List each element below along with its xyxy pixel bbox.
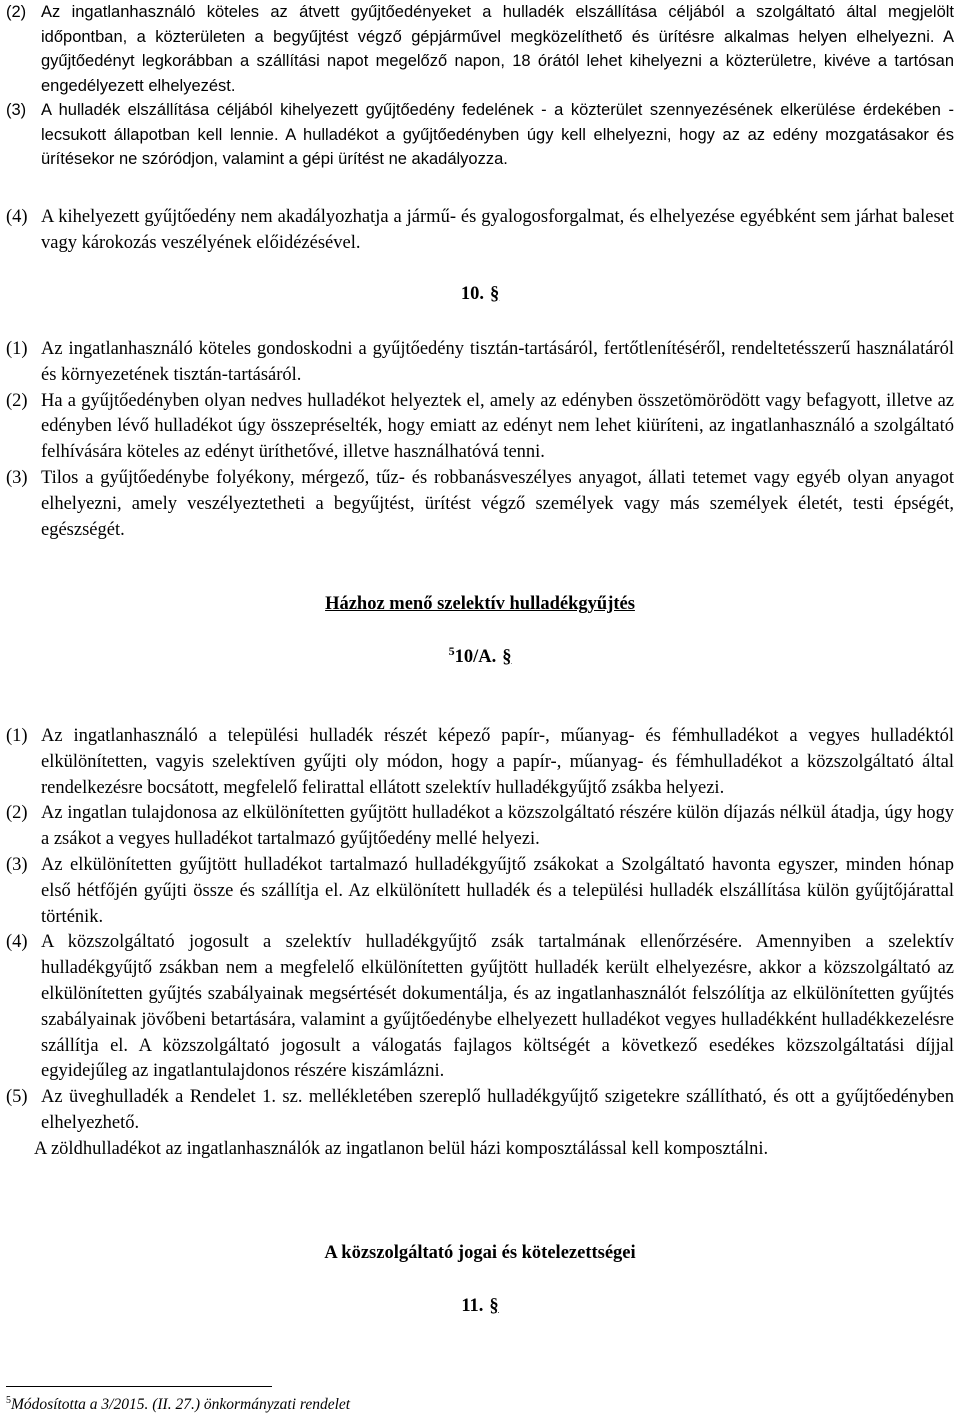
paragraph-text: Az elkülönítetten gyűjtött hulladékot tartalmazó hulladékgyűjtő zsákokat a Szolgáltató havonta egyszer, minden hónap első hétfőjén gyűjti össze és szállítja el. Az elkülönített hulladék és a települési hulladék elszállítása külön gyűjtőjárattal történik.: [41, 854, 954, 927]
paragraph: [6, 930, 954, 1085]
section-number: 10.: [460, 284, 484, 304]
paragraph-number: (4): [6, 932, 28, 953]
paragraph: [6, 466, 954, 543]
section-heading: Házhoz menő szelektív hulladékgyűjtés: [325, 594, 635, 614]
paragraph-number: (2): [6, 390, 28, 411]
paragraph: [6, 1085, 954, 1137]
paragraph-number: (3): [6, 854, 28, 875]
section-symbol: §: [502, 647, 512, 667]
paragraph-text: Az ingatlanhasználó köteles az átvett gyűjtőedényeket a hulladék elszállítása céljából a szolgáltató által megjelölt időpontban, a közterületen a begyűjtést végző gépjárművel megközelíthető és ürítésre alkalmas helyen elhelyezni. A gyűjtőedényt legkorábban a szállítási napot megelőző napon, 18 órától lehet kihelyezni a közterületre, kivéve a tartósan engedélyezett elhelyezést.: [41, 3, 954, 95]
paragraph: [6, 853, 954, 930]
section-10-title: [6, 284, 954, 305]
paragraph-number: (4): [6, 207, 28, 227]
paragraph: [6, 389, 954, 466]
paragraph-number: (5): [6, 1087, 28, 1108]
paragraph: [6, 724, 954, 801]
paragraph-text: Az ingatlanhasználó köteles gondoskodni a gyűjtőedény tisztán-tartásáról, fertőtlenítéséről, rendeltetésszerű használatáról és környezetének tisztán-tartásáról.: [41, 339, 954, 385]
paragraph: [6, 801, 954, 853]
section-10-body: [6, 337, 954, 543]
footnote-divider: [6, 1386, 272, 1387]
section-11-title: [6, 1296, 954, 1317]
section-10a-body: [6, 724, 954, 1163]
paragraph-number: (3): [6, 101, 27, 119]
section-number: 11.: [461, 1296, 484, 1316]
footnote-reference: 5: [448, 643, 455, 658]
paragraph: [6, 98, 954, 172]
paragraph-text: Tilos a gyűjtőedénybe folyékony, mérgező, tűz- és robbanásveszélyes anyagot, állati tetemet vagy egyéb olyan anyagot elhelyezni, amely veszélyeztetheti a begyűjtést, ürítést végző személyek vagy más személyek életét, testi épségét, egészségét.: [41, 467, 954, 540]
paragraph-number: (2): [6, 3, 27, 21]
paragraph-text: A hulladék elszállítása céljából kihelyezett gyűjtőedény fedelének - a közterület szennyezésének elkerülése érdekében - lecsukott állapotban kell lennie. A hulladékot a gyűjtőedényben úgy kell elhelyezni, hogy az az edény mozgatásakor és ürítésekor ne szóródjon, valamint a gépi ürítést ne akadályozza.: [41, 101, 954, 168]
paragraph-number: (2): [6, 803, 28, 824]
paragraph-text: Az ingatlanhasználó a települési hulladék részét képező papír-, műanyag- és fémhulladékot a vegyes hulladéktól elkülönítetten, vagyis szelektíven gyűjti oly módon, hogy a papír-, műanyag- és fémhulladékot a közszolgáltató által rendelkezésre bocsátott, megfelelő felirattal ellátott szelektív hulladékgyűjtő zsákba helyezi.: [41, 726, 954, 798]
paragraph: [6, 0, 954, 98]
section-heading: A közszolgáltató jogai és kötelezettségei: [324, 1243, 636, 1263]
section-9-paragraph-4: [6, 205, 954, 257]
paragraph-text: Ha a gyűjtőedényben olyan nedves hulladékot helyeztek el, amely az edényben összetömörödött vagy befagyott, illetve az edényben lévő hulladékot úgy összepréselték, hogy emiatt az edényt nem lehet kiüríteni, az ingatlanhasználó a szolgáltató felhívására köteles az edényt üríthetővé, illetve használhatóvá tenni.: [41, 390, 954, 463]
footnote-number: 5: [6, 1394, 11, 1406]
paragraph-text: Az ingatlan tulajdonosa az elkülönítetten gyűjtött hulladékot a közszolgáltató részére külön díjazás nélkül átadja, úgy hogy a zsákot a vegyes hulladékot tartalmazó gyűjtőedény mellé helyezi.: [41, 803, 954, 850]
section-9-continuation: [6, 0, 954, 172]
section-number: 10/A.: [454, 647, 497, 667]
paragraph-number: (3): [6, 467, 28, 488]
heading-selective-collection: [6, 594, 954, 615]
paragraph-number: (1): [6, 726, 28, 746]
paragraph-text: A kihelyezett gyűjtőedény nem akadályozhatja a jármű- és gyalogosforgalmat, és elhelyezése egyébként sem járhat baleset vagy károkozás veszélyének előidézésével.: [41, 207, 954, 253]
paragraph: [6, 337, 954, 389]
footnote: [6, 1396, 350, 1414]
section-symbol: §: [489, 1296, 499, 1316]
paragraph-text: A közszolgáltató jogosult a szelektív hulladékgyűjtő zsák tartalmának ellenőrzésére. Amennyiben a szelektív hulladékgyűjtő zsákban nem a megfelelő elkülönítetten gyűjtött hulladék került elhelyezésre, akkor a közszolgáltató az elkülönítetten gyűjtés szabályainak megsértését dokumentálja, és az ingatlanhasználót felszólítja az elkülönítetten gyűjtés szabályainak jövőbeni betartására, valamint a gyűjtőedénybe elhelyezett hulladékot vegyes hulladékként hulladékkezelésre szállítja el. A közszolgáltató jogosult a válogatás fajlagos költségét a következő esedékes közszolgáltatási díjjal egyidejűleg az ingatlantulajdonos részére kiszámlázni.: [41, 932, 954, 1082]
heading-public-service: [6, 1243, 954, 1264]
section-10a-title: [6, 643, 954, 668]
paragraph: [6, 205, 954, 257]
paragraph-text: Az üveghulladék a Rendelet 1. sz. mellékletében szereplő hulladékgyűjtő szigetekre szállítható, és ott a gyűjtőedényben elhelyezhető.: [41, 1087, 954, 1133]
section-symbol: §: [489, 284, 500, 304]
footnote-text: Módosította a 3/2015. (II. 27.) önkormányzati rendelet: [11, 1396, 351, 1413]
plain-paragraph: A zöldhulladékot az ingatlanhasználók az ingatlanon belül házi komposztálással kell komposztálni.: [34, 1138, 769, 1159]
paragraph-number: (1): [6, 339, 28, 359]
